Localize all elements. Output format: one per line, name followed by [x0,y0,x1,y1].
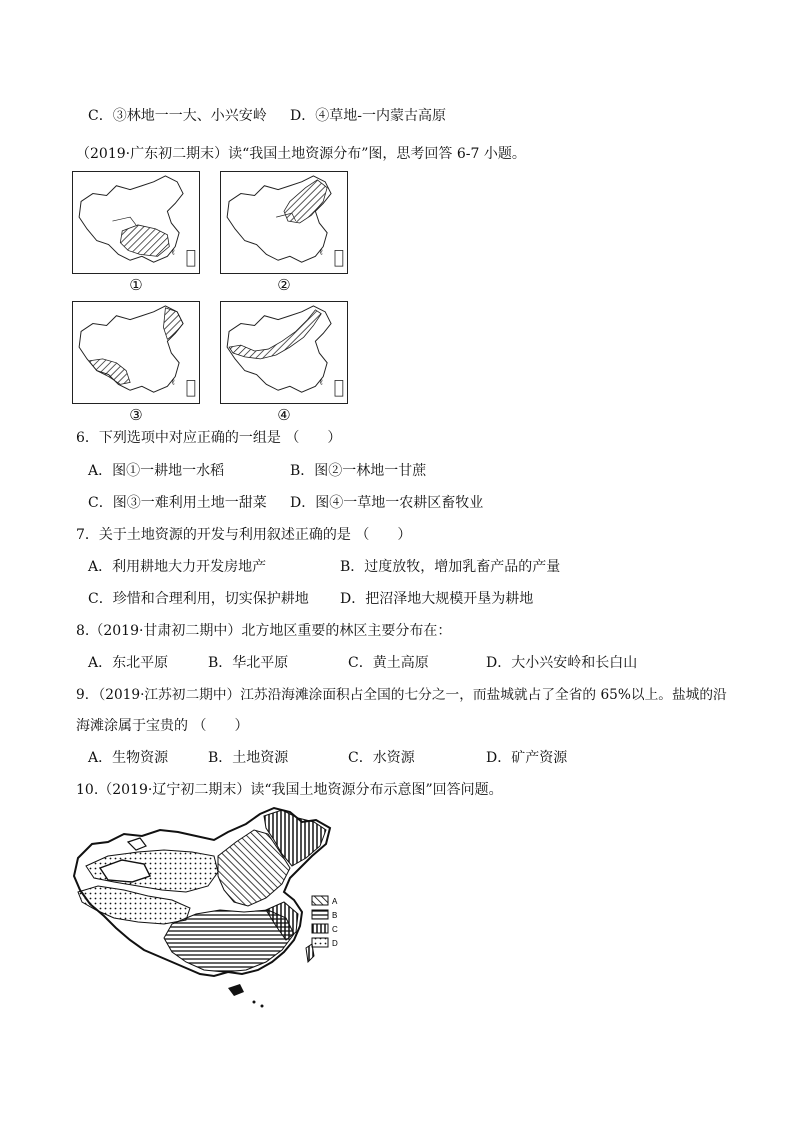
legend-a: A [332,897,338,906]
legend-c: C [332,925,338,934]
q9-option-d: D．矿产资源 [486,750,568,766]
q9-option-a: A．生物资源 [88,750,169,766]
intro-6-7: （2019·广东初二期末）读“我国土地资源分布”图，思考回答 6-7 小题。 [76,146,526,162]
q8-stem: 8.（2019·甘肃初二期中）北方地区重要的林区主要分布在： [76,623,452,639]
q6-option-b: B．图②一林地一甘蔗 [290,463,427,479]
q7-stem: 7．关于土地资源的开发与利用叙述正确的是 （ ） [76,527,412,543]
map-1-label: ① [129,276,143,294]
legend-b: B [332,911,338,920]
option-d: D．④草地-一内蒙古高原 [290,108,446,124]
q9-stem-line1: 9．（2019·江苏初二期中）江苏沿海滩涂面积占全国的七分之一，而盐城就占了全省的 65%以上。盐城的沿 [76,687,727,703]
q7-option-b: B．过度放牧，增加乳畜产品的产量 [340,559,561,575]
map-4-label: ④ [277,406,291,424]
map-2 [220,171,348,274]
svg-text:ℓ: ℓ [319,377,324,387]
q7-option-a: A．利用耕地大力开发房地产 [88,559,267,575]
q10-stem: 10.（2019·辽宁初二期末）读“我国土地资源分布示意图”回答问题。 [76,782,503,798]
svg-text:ℓ: ℓ [319,247,324,257]
option-c: C．③林地一一大、小兴安岭 [88,108,267,124]
q6-option-d: D．图④一草地一农耕区畜牧业 [290,495,484,511]
svg-text:ℓ: ℓ [171,377,176,387]
land-resource-map [68,806,368,1016]
q8-option-c: C．黄土高原 [348,655,429,671]
q7-option-d: D．把沼泽地大规模开垦为耕地 [340,591,534,607]
q9-stem-line2: 海滩涂属于宝贵的 （ ） [76,718,249,734]
q8-option-d: D．大小兴安岭和长白山 [486,655,638,671]
map-2-label: ② [277,276,291,294]
map-3-label: ③ [129,406,143,424]
q8-option-b: B．华北平原 [208,655,289,671]
svg-text:ℓ: ℓ [171,247,176,257]
q9-option-c: C．水资源 [348,750,415,766]
q6-option-a: A．图①一耕地一水稻 [88,463,225,479]
q6-stem: 6．下列选项中对应正确的一组是 （ ） [76,430,342,446]
map-1 [72,171,200,274]
map-3 [72,301,200,404]
map-4 [220,301,348,404]
q8-option-a: A．东北平原 [88,655,169,671]
legend-d: D [332,939,338,948]
q9-option-b: B．土地资源 [208,750,289,766]
q7-option-c: C．珍惜和合理利用，切实保护耕地 [88,591,309,607]
q6-option-c: C．图③一难利用土地一甜菜 [88,495,267,511]
